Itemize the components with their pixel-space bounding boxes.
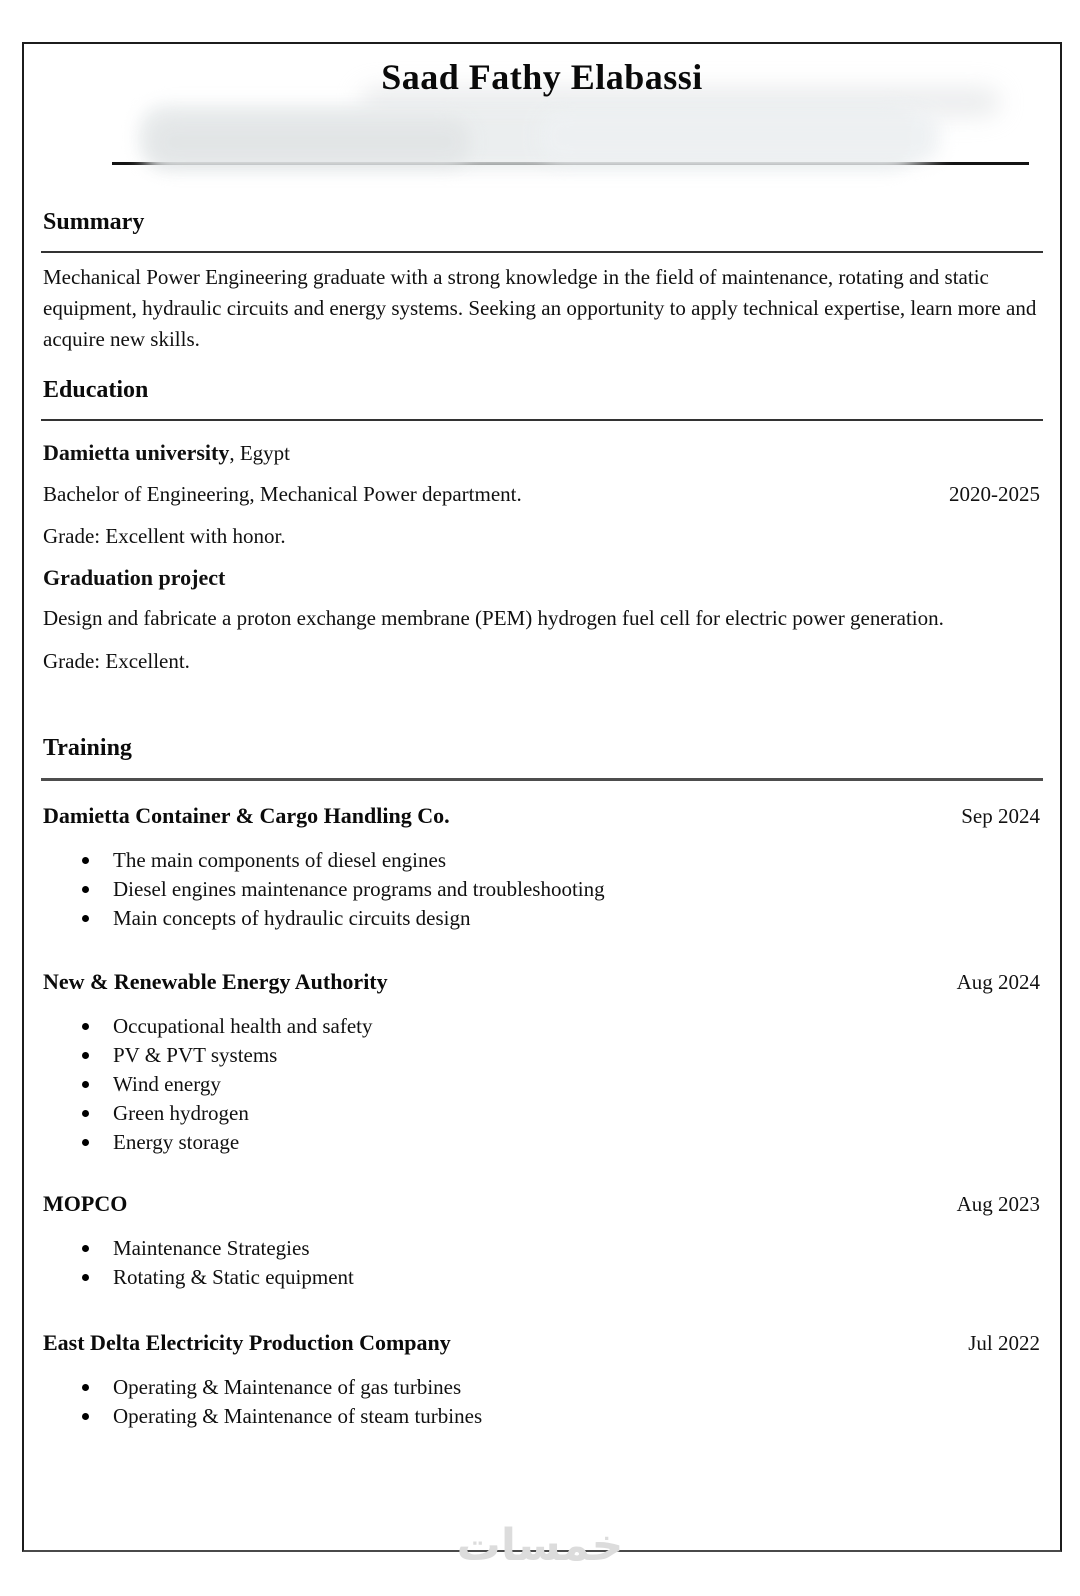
- bullet-item: Energy storage: [113, 1128, 1040, 1157]
- training-entry-head: [43, 801, 1040, 831]
- summary-divider: [41, 251, 1043, 253]
- education-degree-row: [43, 480, 1040, 508]
- training-entry: [43, 1189, 1040, 1292]
- university-location: , Egypt: [229, 441, 291, 465]
- entry-date: Sep 2024: [961, 804, 1040, 828]
- graduation-project-heading: Graduation project: [43, 565, 226, 590]
- training-entry: [43, 1328, 1040, 1431]
- bullet-item: Main concepts of hydraulic circuits design: [113, 904, 1040, 933]
- bullet-item: PV & PVT systems: [113, 1041, 1040, 1070]
- entry-date: Aug 2023: [956, 1192, 1040, 1216]
- summary-heading: Summary: [43, 209, 145, 235]
- company-name: East Delta Electricity Production Company: [43, 1330, 451, 1355]
- company-name: MOPCO: [43, 1191, 128, 1216]
- education-heading: Education: [43, 377, 149, 403]
- entry-date: Aug 2024: [956, 970, 1040, 994]
- training-heading: Training: [43, 735, 132, 761]
- training-entry-head: [43, 1328, 1040, 1358]
- degree-title: Bachelor of Engineering, Mechanical Power department.: [43, 482, 522, 506]
- company-name: Damietta Container & Cargo Handling Co.: [43, 803, 450, 828]
- redacted-contact-info: [150, 118, 470, 166]
- training-entry: [43, 967, 1040, 1157]
- redacted-contact-info: [540, 110, 940, 162]
- bullet-item: Green hydrogen: [113, 1099, 1040, 1128]
- company-name: New & Renewable Energy Authority: [43, 969, 388, 994]
- training-bullet-list: [43, 846, 1040, 933]
- bullet-item: Rotating & Static equipment: [113, 1263, 1040, 1292]
- bullet-item: Wind energy: [113, 1070, 1040, 1099]
- degree-dates: 2020-2025: [949, 482, 1040, 506]
- bullet-item: Diesel engines maintenance programs and troubleshooting: [113, 875, 1040, 904]
- training-entry-head: [43, 1189, 1040, 1219]
- summary-paragraph: Mechanical Power Engineering graduate with a strong knowledge in the field of maintenance, rotating and static equipment, hydraulic circuits and energy systems. Seeking an opportunity to apply technical expertise, learn more and acquire new skills.: [43, 265, 1037, 351]
- education-university-row: [43, 439, 1040, 467]
- training-entry: [43, 801, 1040, 933]
- education-grade: Grade: Excellent with honor.: [43, 524, 286, 548]
- khamsat-watermark: خمسات: [456, 1520, 624, 1571]
- training-bullet-list: [43, 1012, 1040, 1157]
- training-bullet-list: [43, 1234, 1040, 1292]
- training-divider: [41, 778, 1043, 781]
- university-name: Damietta university: [43, 440, 230, 465]
- bullet-item: Maintenance Strategies: [113, 1234, 1040, 1263]
- bullet-item: Operating & Maintenance of gas turbines: [113, 1373, 1040, 1402]
- training-entry-head: [43, 967, 1040, 997]
- education-divider: [41, 419, 1043, 421]
- page-title: Saad Fathy Elabassi: [381, 57, 703, 97]
- entry-date: Jul 2022: [968, 1331, 1040, 1355]
- bullet-item: Operating & Maintenance of steam turbines: [113, 1402, 1040, 1431]
- graduation-project-grade: Grade: Excellent.: [43, 649, 190, 673]
- training-bullet-list: [43, 1373, 1040, 1431]
- graduation-project-description: Design and fabricate a proton exchange membrane (PEM) hydrogen fuel cell for electric power generation.: [43, 606, 944, 630]
- bullet-item: The main components of diesel engines: [113, 846, 1040, 875]
- bullet-item: Occupational health and safety: [113, 1012, 1040, 1041]
